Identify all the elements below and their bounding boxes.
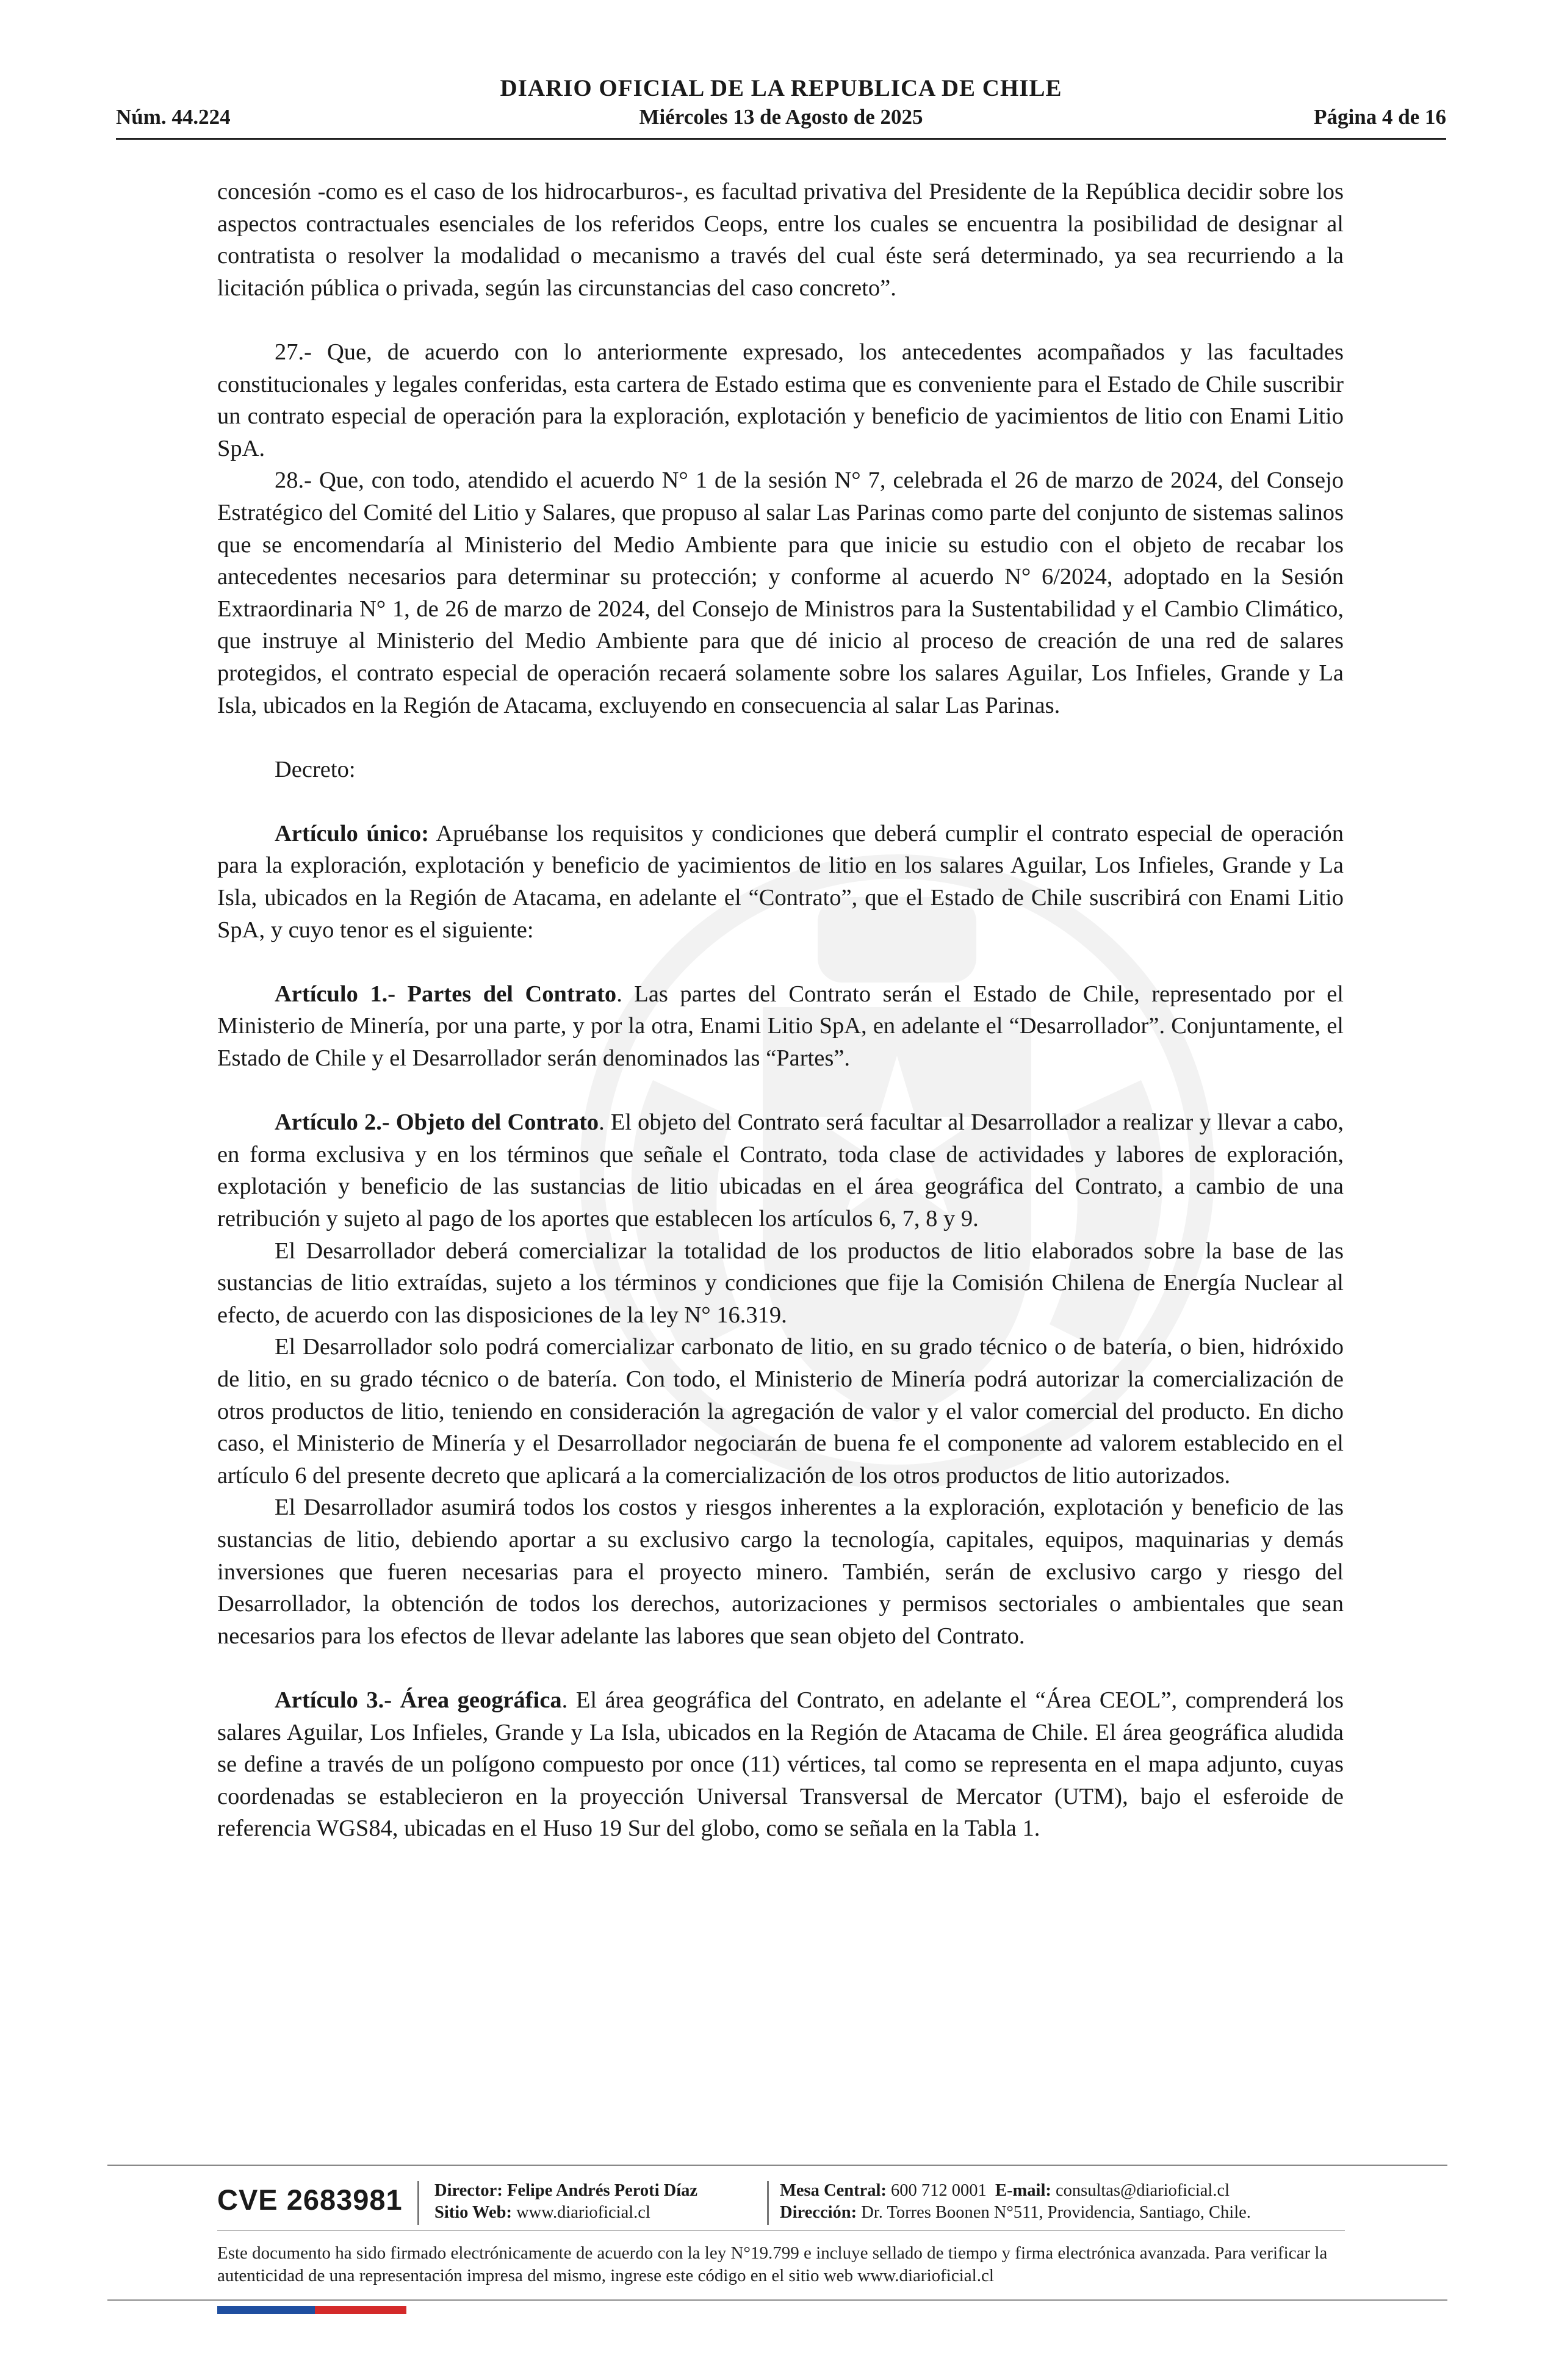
legal-notice: Este documento ha sido firmado electrónicamente de acuerdo con la ley N°19.799 e incluye sellado de tiempo y firma electrónica avanzada. Para verificar la autenticidad de una representación impresa del mismo, ingrese este código en el sitio web www.diarioficial.cl: [217, 2243, 1328, 2285]
footer-divider-top: [107, 2165, 1447, 2166]
paragraph-continuation: concesión -como es el caso de los hidrocarburos-, es facultad privativa del Presidente de la República decidir sobre los aspectos contractuales esenciales de los referidos Ceops, entre los cuales se encuentra la posibilidad de designar al contratista o resolver la modalidad o mecanismo a través del cual éste será determinado, ya sea recurriendo a la licitación pública o privada, según las circunstancias del caso concreto”.: [217, 179, 1344, 301]
email-link[interactable]: consultas@diarioficial.cl: [1055, 2181, 1230, 2200]
footer-separator: [417, 2181, 419, 2225]
address-label: Dirección:: [780, 2203, 857, 2222]
email-label: E-mail:: [995, 2181, 1051, 2200]
article-3-text: . El área geográfica del Contrato, en adelante el “Área CEOL”, comprenderá los salares Aguilar, Los Infieles, Grande y La Isla, ubicados en la Región de Atacama de Chile. El área geográfica aludida se define a través de un polígono compuesto por once (11) vértices, tal como se representa en el mapa adjunto, cuyas coordenadas se establecieron en la proyección Universal Transversal de Mercator (UTM), bajo el esferoide de referencia WGS84, ubicadas en el Huso 19 Sur del globo, como se señala en la Tabla 1.: [217, 1687, 1344, 1842]
phone-label: Mesa Central:: [780, 2181, 887, 2200]
phone-number: 600 712 0001: [891, 2181, 987, 2200]
article-3-heading: Artículo 3.- Área geográfica: [275, 1687, 562, 1713]
article-2-paragraph-4: El Desarrollador asumirá todos los costos y riesgos inherentes a la exploración, explotación y beneficio de las sustancias de litio, debiendo aportar a su exclusivo cargo la tecnología, capitales, equipos, maquinarias y demás inversiones que fueren necesarias para el proyecto minero. También, serán de exclusivo cargo y riesgo del Desarrollador, la obtención de todos los derechos, autorizaciones y permisos sectoriales o ambientales que sean necesarios para los efectos de llevar adelante las labores que sean objeto del Contrato.: [217, 1495, 1344, 1649]
footer-divider-mid: [217, 2230, 1345, 2231]
header-divider: [116, 138, 1446, 140]
article-1-text: . Las partes del Contrato serán el Estado de Chile, representado por el Ministerio de Minería, por una parte, y por la otra, Enami Litio SpA, en adelante el “Desarrollador”. Conjuntamente, el Estado de Chile y el Desarrollador serán denominados las “Partes”.: [217, 981, 1344, 1072]
website-link[interactable]: www.diarioficial.cl: [516, 2203, 650, 2222]
article-2-paragraph-3: El Desarrollador solo podrá comercializar carbonato de litio, en su grado técnico o de batería, o bien, hidróxido de litio, en su grado técnico o de batería. Con todo, el Ministerio de Minería podrá autorizar la comercialización de otros productos de litio, teniendo en consideración la agregación de valor y el valor comercial del producto. En dicho caso, el Ministerio de Minería y el Desarrollador negociarán de buena fe el componente ad valorem establecido en el artículo 6 del presente decreto que aplicará a la comercialización de los otros productos de litio autorizados.: [217, 1334, 1344, 1488]
paragraph-28: 28.- Que, con todo, atendido el acuerdo N° 1 de la sesión N° 7, celebrada el 26 de marzo de 2024, del Consejo Estratégico del Comité del Litio y Salares, que propuso al salar Las Parinas como parte del conjunto de sistemas salinos que se encomendaría al Ministerio del Medio Ambiente para que inicie su estudio con el objeto de recabar los antecedentes necesarios para determinar su protección; y conforme al acuerdo N° 6/2024, adoptado en la Sesión Extraordinaria N° 1, de 26 de marzo de 2024, del Consejo de Ministros para la Sustentabilidad y el Cambio Climático, que instruye al Ministerio del Medio Ambiente para que dé inicio al proceso de creación de una red de salares protegidos, el contrato especial de operación recaerá solamente sobre los salares Aguilar, Los Infieles, Grande y La Isla, ubicados en la Región de Atacama, excluyendo en consecuencia al salar Las Parinas.: [217, 467, 1344, 718]
contact-line: [780, 2180, 1251, 2202]
article-1: [217, 978, 1344, 1075]
address-text: Dr. Torres Boonen N°511, Providencia, Santiago, Chile.: [861, 2203, 1251, 2222]
footer-contact-block: [780, 2180, 1251, 2224]
flag-stripe-red: [315, 2306, 406, 2314]
document-body: [217, 176, 1344, 1845]
article-2: [217, 1106, 1344, 1235]
article-2-paragraph-2: El Desarrollador deberá comercializar la totalidad de los productos de litio elaborados sobre la base de las sustancias de litio extraídas, sujeto a los términos y condiciones que fije la Comisión Chilena de Energía Nuclear al efecto, de acuerdo con las disposiciones de la ley N° 16.319.: [217, 1238, 1344, 1328]
website-line: [434, 2202, 697, 2224]
footer-divider-bottom: [107, 2299, 1447, 2301]
newspaper-title: DIARIO OFICIAL DE LA REPUBLICA DE CHILE: [500, 75, 1062, 101]
page-number: Página 4 de 16: [1314, 105, 1446, 129]
decreto-heading: Decreto:: [275, 756, 356, 782]
director-name: Felipe Andrés Peroti Díaz: [506, 2181, 698, 2200]
article-unico: [217, 818, 1344, 946]
footer-director-block: [434, 2180, 697, 2224]
paragraph-27: 27.- Que, de acuerdo con lo anteriormente expresado, los antecedentes acompañados y las facultades constitucionales y legales conferidas, esta cartera de Estado estima que es conveniente para el Estado de Chile suscribir un contrato especial de operación para la exploración, explotación y beneficio de yacimientos de litio con Enami Litio SpA.: [217, 339, 1344, 461]
director-line: [434, 2180, 697, 2202]
article-unico-heading: Artículo único:: [275, 820, 430, 846]
director-label: Director:: [434, 2181, 503, 2200]
article-2-text: . El objeto del Contrato será facultar al Desarrollador a realizar y llevar a cabo, en forma exclusiva y en los términos que señale el Contrato, toda clase de actividades y labores de exploración, explotación y beneficio de las sustancias de litio ubicadas en el área geográfica del Contrato, a cambio de una retribución y sujeto al pago de los aportes que establecen los artículos 6, 7, 8 y 9.: [217, 1109, 1344, 1231]
footer-separator: [767, 2181, 769, 2225]
article-1-heading: Artículo 1.- Partes del Contrato: [275, 981, 617, 1007]
cve-code: CVE 2683981: [217, 2183, 403, 2216]
issue-date: Miércoles 13 de Agosto de 2025: [639, 105, 923, 129]
flag-stripe-blue: [217, 2306, 315, 2314]
article-3: [217, 1684, 1344, 1845]
issue-number: Núm. 44.224: [116, 105, 231, 129]
article-unico-text: Apruébanse los requisitos y condiciones que deberá cumplir el contrato especial de operación para la exploración, explotación y beneficio de yacimientos de litio en los salares Aguilar, Los Infieles, Grande y La Isla, ubicados en la Región de Atacama, en adelante el “Contrato”, que el Estado de Chile suscribirá con Enami Litio SpA, y cuyo tenor es el siguiente:: [217, 820, 1344, 943]
website-label: Sitio Web:: [434, 2203, 512, 2222]
address-line: [780, 2202, 1251, 2224]
page-header: [116, 74, 1446, 142]
article-2-heading: Artículo 2.- Objeto del Contrato: [275, 1109, 599, 1136]
